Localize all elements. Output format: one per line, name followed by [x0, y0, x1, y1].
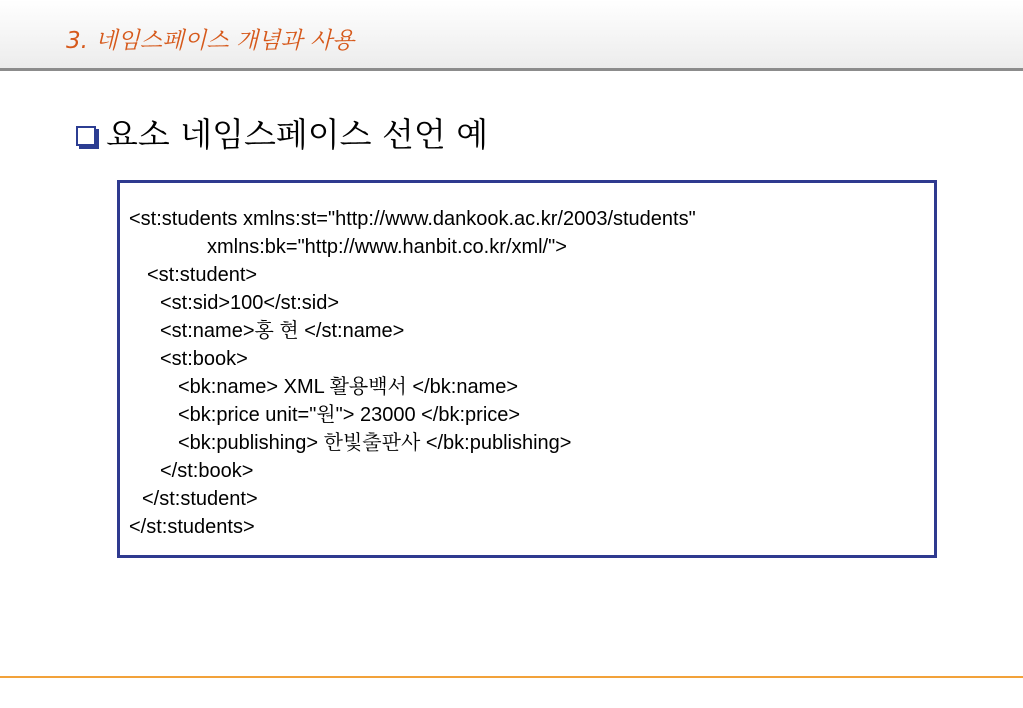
- code-line: </st:book>: [160, 460, 254, 482]
- code-line: <bk:price unit="원"> 23000 </bk:price>: [178, 404, 521, 426]
- code-line: <bk:publishing> 한빛출판사 </bk:publishing>: [178, 432, 572, 454]
- code-box: [117, 180, 937, 558]
- code-line: <st:student>: [147, 264, 258, 286]
- code-line: <st:sid>100</st:sid>: [160, 292, 340, 314]
- footer-divider: [0, 676, 1023, 678]
- code-line: <st:book>: [160, 348, 248, 370]
- heading-text: 요소 네임스페이스 선언 예: [106, 115, 489, 154]
- code-line: xmlns:bk="http://www.hanbit.co.kr/xml/">: [207, 236, 567, 258]
- code-line: <st:students xmlns:st="http://www.dankook.ac.kr/2003/students": [129, 208, 696, 230]
- code-line: </st:students>: [129, 516, 255, 538]
- code-line: <st:name>홍 현 </st:name>: [160, 320, 405, 342]
- hollow-square-icon: [76, 126, 96, 146]
- header-divider: [0, 68, 1023, 71]
- section-title: 3. 네임스페이스 개념과 사용: [66, 28, 355, 54]
- code-line: </st:student>: [142, 488, 258, 510]
- slide-heading: [76, 115, 489, 154]
- code-line: <bk:name> XML 활용백서 </bk:name>: [178, 376, 519, 398]
